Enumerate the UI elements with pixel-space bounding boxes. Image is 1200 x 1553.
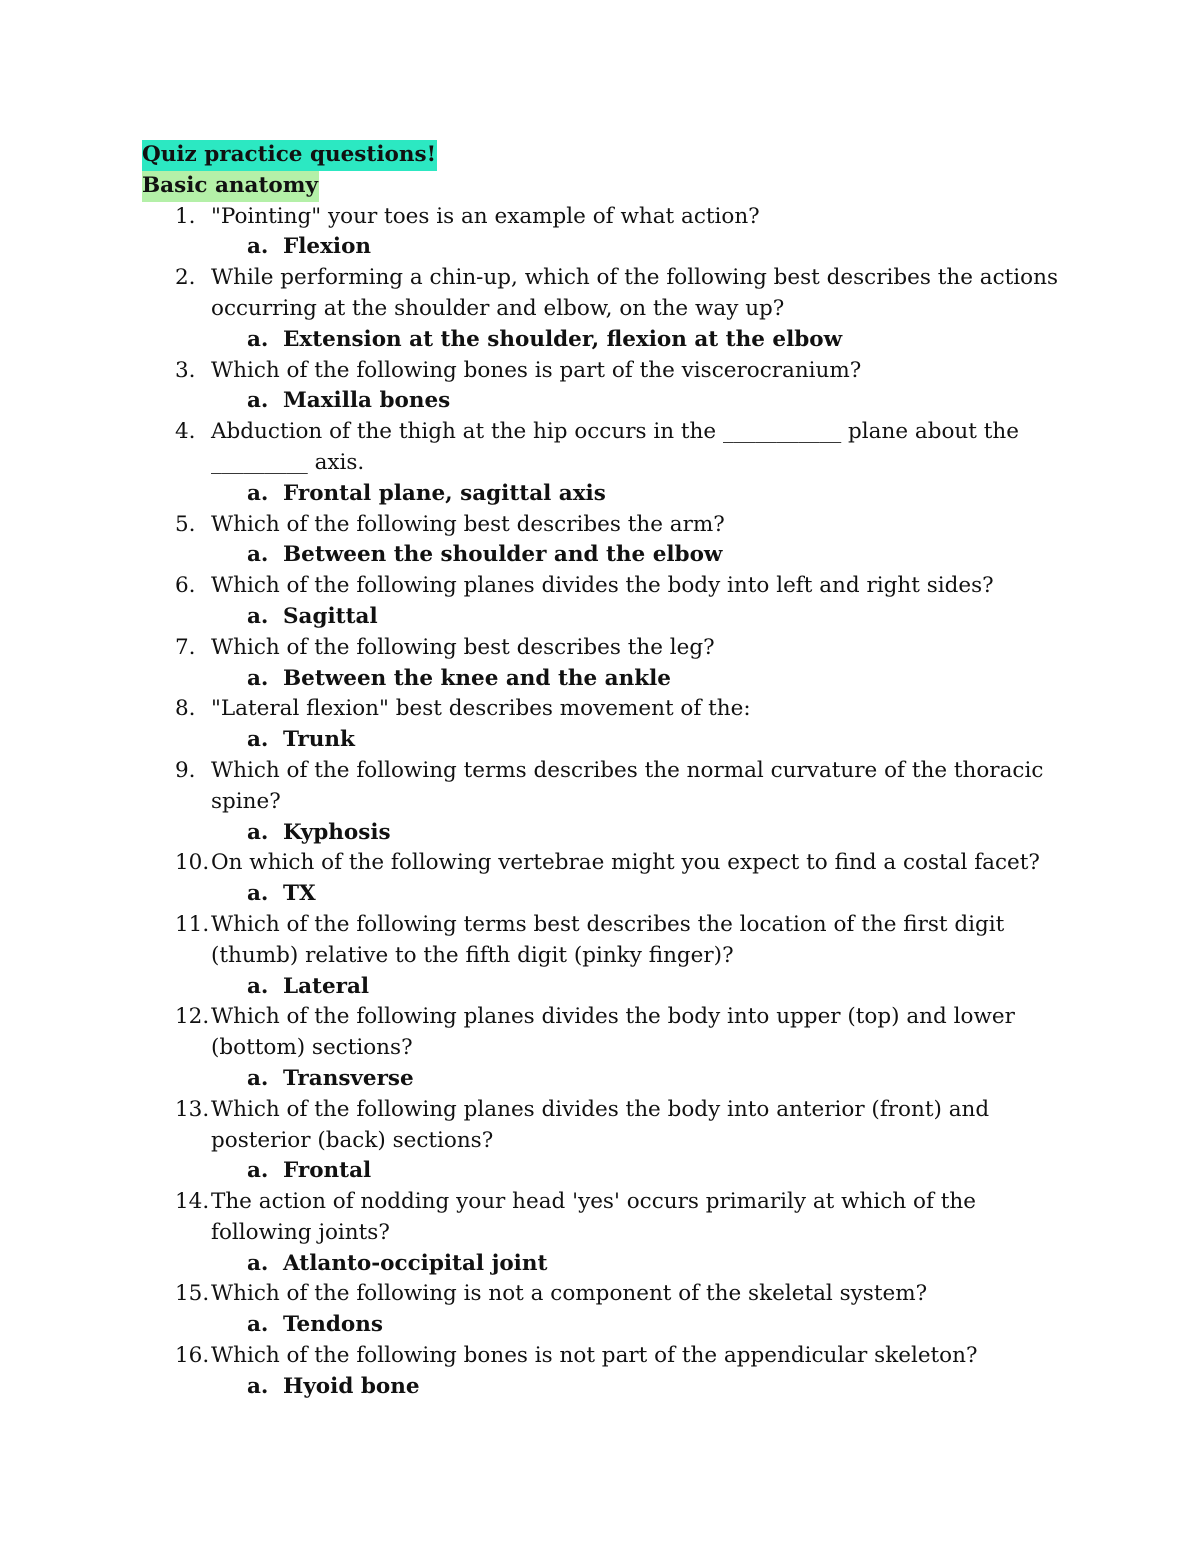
question-item — [142, 1187, 1062, 1249]
page-title: Quiz practice questions! — [142, 140, 437, 171]
question-text: "Lateral flexion" best describes movement of the: — [211, 696, 751, 722]
answer-text: Transverse — [283, 1065, 414, 1091]
question-number: 14. — [175, 1189, 210, 1215]
question-number: 16. — [175, 1343, 210, 1369]
question-number: 9. — [175, 757, 196, 783]
answer-letter: a. — [247, 326, 269, 352]
answer-item — [142, 1249, 1062, 1280]
question-text: While performing a chin-up, which of the following best describes the actions occurring at the shoulder and elbow, on the way up? — [211, 265, 1058, 321]
question-text: On which of the following vertebrae might you expect to find a costal facet? — [211, 850, 1040, 876]
question-text: The action of nodding your head 'yes' occurs primarily at which of the following joints? — [211, 1189, 976, 1245]
question-number: 13. — [175, 1096, 210, 1122]
question-text: Which of the following bones is not part of the appendicular skeleton? — [211, 1343, 978, 1369]
question-text: Which of the following planes divides the body into upper (top) and lower (bottom) sections? — [211, 1004, 1015, 1061]
question-number: 3. — [175, 357, 196, 383]
question-item — [142, 633, 1062, 664]
section-line — [142, 171, 1062, 202]
answer-text: Flexion — [283, 234, 372, 260]
answer-text: Lateral — [283, 973, 370, 999]
question-number: 15. — [175, 1281, 210, 1307]
answer-letter: a. — [247, 727, 269, 753]
answer-item — [142, 479, 1062, 510]
question-text: Abduction of the thigh at the hip occurs in the ___________ plane about the _________ axis. — [211, 419, 1019, 475]
question-list — [142, 202, 1062, 1403]
question-item — [142, 910, 1062, 972]
question-text: Which of the following is not a component of the skeletal system? — [211, 1281, 928, 1307]
answer-item — [142, 540, 1062, 571]
answer-letter: a. — [247, 1158, 269, 1184]
answer-item — [142, 1372, 1062, 1403]
question-item — [142, 356, 1062, 387]
answer-text: Between the knee and the ankle — [283, 665, 671, 691]
answer-text: Between the shoulder and the elbow — [283, 542, 723, 568]
answer-item — [142, 1156, 1062, 1187]
question-item — [142, 1002, 1062, 1064]
answer-text: Trunk — [283, 727, 355, 753]
answer-letter: a. — [247, 881, 269, 907]
answer-letter: a. — [247, 1250, 269, 1276]
section-heading: Basic anatomy — [142, 171, 319, 202]
question-item — [142, 510, 1062, 541]
answer-item — [142, 232, 1062, 263]
question-item — [142, 848, 1062, 879]
question-item — [142, 417, 1062, 479]
question-number: 7. — [175, 634, 196, 660]
answer-item — [142, 1064, 1062, 1095]
question-item — [142, 202, 1062, 233]
answer-text: Maxilla bones — [283, 388, 451, 414]
question-number: 6. — [175, 573, 196, 599]
answer-letter: a. — [247, 388, 269, 414]
question-number: 5. — [175, 511, 196, 537]
answer-text: Kyphosis — [283, 819, 391, 845]
answer-letter: a. — [247, 1312, 269, 1338]
title-line — [142, 140, 1062, 171]
question-item — [142, 1279, 1062, 1310]
answer-item — [142, 386, 1062, 417]
question-item — [142, 694, 1062, 725]
answer-text: Atlanto-occipital joint — [283, 1250, 548, 1276]
question-number: 2. — [175, 265, 196, 291]
question-text: Which of the following best describes the arm? — [211, 511, 725, 537]
question-text: Which of the following best describes the leg? — [211, 634, 715, 660]
answer-item — [142, 972, 1062, 1003]
answer-item — [142, 325, 1062, 356]
answer-letter: a. — [247, 973, 269, 999]
answer-item — [142, 725, 1062, 756]
answer-text: Tendons — [283, 1312, 383, 1338]
answer-text: Sagittal — [283, 603, 378, 629]
answer-letter: a. — [247, 480, 269, 506]
answer-item — [142, 879, 1062, 910]
question-item — [142, 1095, 1062, 1157]
question-number: 4. — [175, 419, 196, 445]
answer-item — [142, 818, 1062, 849]
answer-letter: a. — [247, 542, 269, 568]
question-number: 12. — [175, 1004, 210, 1030]
answer-text: TX — [283, 881, 316, 907]
question-item — [142, 756, 1062, 818]
answer-item — [142, 664, 1062, 695]
question-number: 10. — [175, 850, 210, 876]
question-item — [142, 263, 1062, 325]
answer-text: Frontal plane, sagittal axis — [283, 480, 606, 506]
question-text: Which of the following planes divides the body into anterior (front) and posterior (back) sections? — [211, 1096, 990, 1153]
answer-text: Frontal — [283, 1158, 372, 1184]
answer-item — [142, 1310, 1062, 1341]
answer-letter: a. — [247, 234, 269, 260]
question-number: 1. — [175, 203, 196, 229]
answer-text: Extension at the shoulder, flexion at the elbow — [283, 326, 843, 352]
question-text: "Pointing" your toes is an example of what action? — [211, 203, 760, 229]
question-number: 8. — [175, 696, 196, 722]
answer-letter: a. — [247, 819, 269, 845]
question-number: 11. — [175, 911, 210, 937]
answer-text: Hyoid bone — [283, 1373, 420, 1399]
question-text: Which of the following terms best describes the location of the first digit (thumb) relative to the fifth digit (pinky finger)? — [211, 911, 1005, 968]
question-text: Which of the following bones is part of the viscerocranium? — [211, 357, 862, 383]
question-text: Which of the following planes divides the body into left and right sides? — [211, 573, 994, 599]
answer-letter: a. — [247, 1065, 269, 1091]
question-text: Which of the following terms describes the normal curvature of the thoracic spine? — [211, 757, 1044, 814]
answer-letter: a. — [247, 1373, 269, 1399]
answer-letter: a. — [247, 603, 269, 629]
question-item — [142, 571, 1062, 602]
answer-item — [142, 602, 1062, 633]
question-item — [142, 1341, 1062, 1372]
answer-letter: a. — [247, 665, 269, 691]
document-body — [142, 140, 1062, 1403]
